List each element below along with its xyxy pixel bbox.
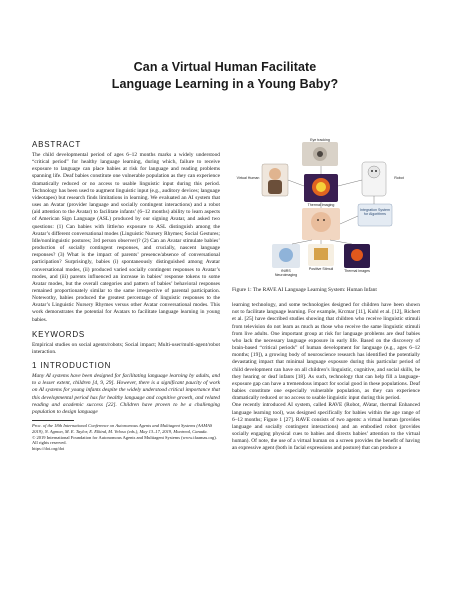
introduction-heading: 1 INTRODUCTION: [32, 361, 112, 371]
avatar-head-icon: [269, 168, 281, 180]
label-positive-stimuli: Positive Stimuli: [308, 267, 334, 271]
figure-caption: Figure 1: The RAVE AI Language Learning System: Human Infant: [232, 287, 377, 293]
label-integration-system: Integration System for Algorithms: [360, 208, 390, 217]
figure-diagram: [232, 140, 420, 283]
abstract-text: The child developmental period of ages 6–12 months marks a widely understood “critical period” for healthy language learning, during which, failure to receive exposure to language can place babies at risk for language and reading problems spanning life. Deaf babies constitute one vulnerable population as they can experience dramatically reduced or no access to usable linguistic input during this period. Technology has been used to augment linguistic input (e.g., auditory devices; language videotapes) but research finds limitations in learning. We evaluated an AI system that uses an Avatar (provider language and socially contingent interactions) and a robot (aid attention to the Avatar) to facilitate infants’ (6–12 months) ability to learn aspects of American Sign Language (ASL) produced by our signing Avatar, and asked two questions: (1) Can babies with little/no exposure to ASL distinguish among the Avatar’s different conversational modes (Linguistic Nursery Rhymes; Social Gestures; Idle/nonlinguistic postures; 3rd person observer)? (2) Can an Avatar stimulate babies’ production of socially contingent responses, and crucially, nascent language responses? (3) What is the impact of parents’ presence/absence of conversational participation? Surprisingly, babies (i) spontaneously distinguished among Avatar conversational modes, (ii) produced varied socially contingent responses to Avatar’s modes, and (iii) parents influenced an increase in babies’ response tokens to some Avatar modes, but the overall categories and pattern of babies’ behavioral responses remained proportionately similar to the same irrespective of parental participation. Notewothy, babies produced the greatest percentage of linguistic responses to the Avatar’s Linguistic Nursery Rhymes versus other Avatar conversational modes. This work demonstrates the potential for Avatars to facilitate language learning in young babies.: [32, 152, 220, 323]
baby-face-icon: [311, 212, 331, 232]
footnote-rule: [32, 420, 74, 421]
title-line-1: Can a Virtual Human Facilitate: [133, 60, 317, 74]
label-robot: Robot: [394, 176, 404, 180]
label-virtual-human: Virtual Human: [236, 176, 260, 180]
keywords-heading: KEYWORDS: [32, 329, 86, 339]
introduction-text: Many AI systems have been designed for facilitating language learning by adults, and to a lesser extent, children [4, 9, 29]. However, there is a significant paucity of work on AI systems for young infants despite the widely understood critical importance that this developmental period has for healthy language and cognitive growth, and related reading and academic success [22]. Children have proven to be a challenging population to design language: [32, 373, 220, 415]
keywords-text: Empirical studies on social agents/robots; Social impact; Multi-user/multi-agent/robot interaction.: [32, 341, 220, 355]
abstract-heading: ABSTRACT: [32, 140, 82, 149]
figure-1: [232, 140, 420, 283]
footnote-copyright: © 2019 International Foundation for Autonomous Agents and Multiagent Systems (www.ifaamas.org). All rights reserved.: [32, 434, 217, 446]
label-thermal-images: Thermal images: [344, 269, 370, 273]
robot-head-icon: [368, 166, 380, 178]
label-eye-tracking: Eye tracking: [310, 138, 330, 142]
right-column-text: learning technology, and some technologies designed for children have been shown not to facilitate language learning. For example, Krcmar [11], Kuhl et al. [12], Richert et al. [25] have described studies showing that children who receive linguistic stimuli from television do not learn as much as those who receive the same linguistic stimuli from live adults. One important group at risk for language problems are deaf babies who lack the necessary language exposure in early life. Based on the discovery of brain-based “critical periods” of human development for language (e.g., ages 6–12 months; [19]), a growing body of neuroscience research has identified the potentially devastating impact that minimal language exposure during this particular period of child development can have on all children’s linguistic, cognitive, and social skills, be they hearing or deaf infants [18]. As such, technology that can help fill a language-exposure gap can have a tremendous impact for social good in these populations. Deaf babies constitute one especially vulnerable population, as they can experience dramatically reduced or no access to usable linguistic input during this period. One recently introduced AI system, called RAVE (Robot, AVatar, thermal Enhanced language learning tool), was designed specifically for babies within the age range of 6–12 months; Figure 1 [27]. RAVE consists of two agents: a virtual human (provides language and socially contingent interactions) and an embodied robot (provides socially engaging physical cues to babies and directs babies’ attention to the virtual human). Of note, the use of a virtual human on a screen provides the benefit of having an expressive agent (both in facial expressions and posture) that can produce a: [232, 302, 420, 452]
footnote-url: https://doi.org/doi: [32, 446, 65, 452]
footnote-venue: Proc. of the 18th International Conference on Autonomous Agents and Multiagent Systems (AAMAS 2019), N. Agmon, M. E. Taylor, E. Elkind, M. Veloso (eds.), May 13–17, 2019, Montreal, Canada.: [32, 423, 213, 434]
paper-title: [40, 59, 410, 93]
right-column: [232, 140, 420, 452]
title-line-2: Language Learning in a Young Baby?: [111, 77, 339, 91]
left-column: [32, 140, 220, 452]
label-thermal-imaging: Thermal imaging: [307, 203, 335, 207]
label-fnirs: fNIRS Neuroimaging: [274, 269, 298, 278]
